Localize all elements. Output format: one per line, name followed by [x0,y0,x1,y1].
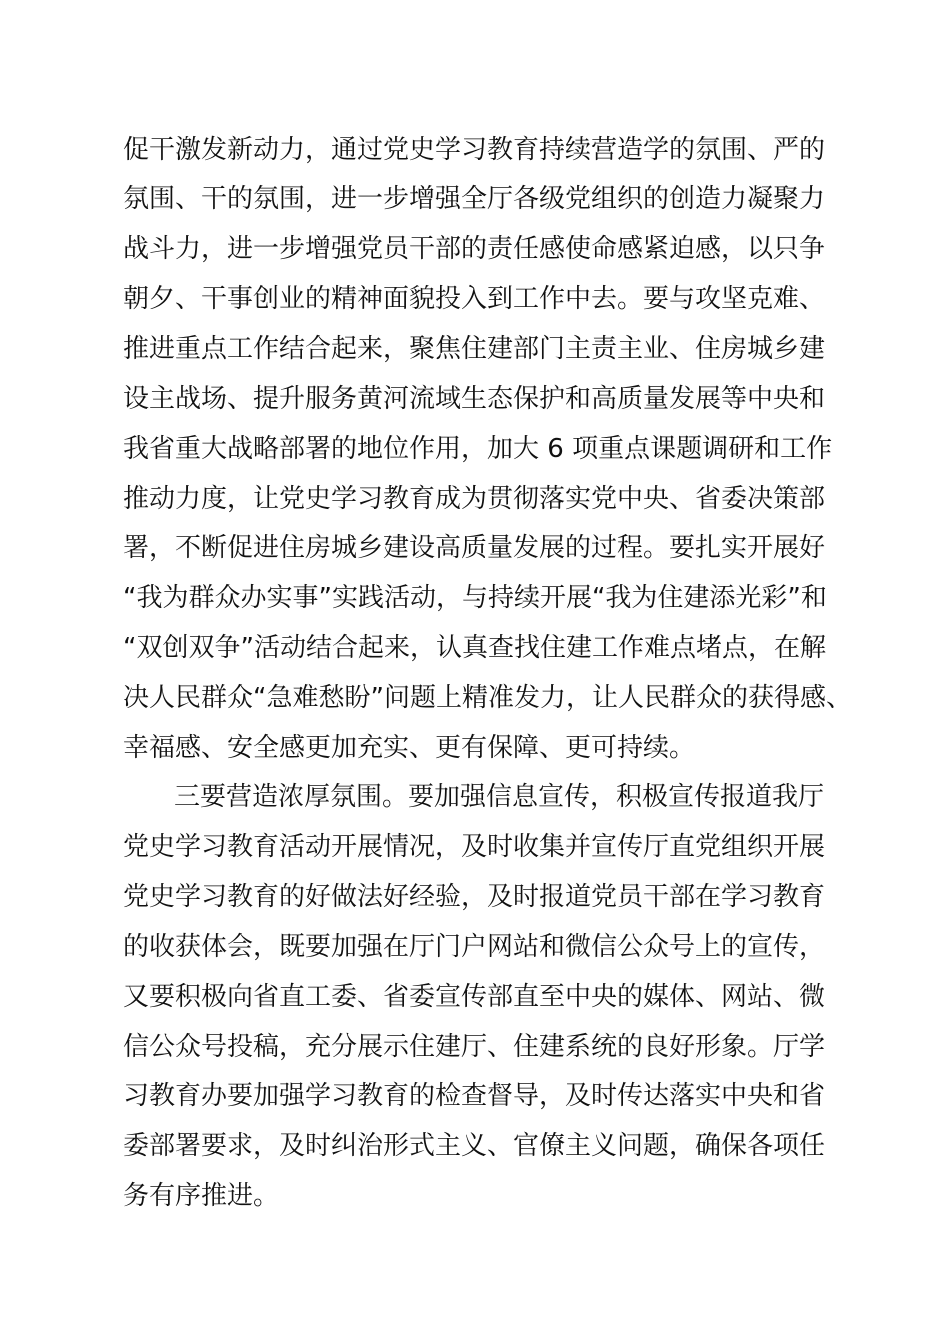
text-line: 设主战场、提升服务黄河流域生态保护和高质量发展等中央和 [123,384,826,414]
text-line: 我省重大战略部署的地位作用，加大 6 项重点课题调研和工作 [123,434,833,464]
text-line: 习教育办要加强学习教育的检查督导，及时传达落实中央和省 [123,1081,826,1111]
paragraph-first-line: 三要营造浓厚氛围。要加强信息宣传，积极宣传报道我厅 [174,782,825,812]
text-line: “双创双争”活动结合起来，认真查找住建工作难点堵点，在解 [123,633,826,663]
text-line: 的收获体会，既要加强在厅门户网站和微信公众号上的宣传， [123,932,826,962]
text-line: 决人民群众“急难愁盼”问题上精准发力，让人民群众的获得感、 [123,683,852,713]
text-line: 推动力度，让党史学习教育成为贯彻落实党中央、省委决策部 [123,484,826,514]
text-line: 信公众号投稿，充分展示住建厅、住建系统的良好形象。厅学 [123,1032,826,1062]
text-line: 促干激发新动力，通过党史学习教育持续营造学的氛围、严的 [123,135,826,165]
text-line: “我为群众办实事”实践活动，与持续开展“我为住建添光彩”和 [123,583,827,613]
text-line: 党史学习教育活动开展情况，及时收集并宣传厅直党组织开展 [123,832,826,862]
text-line: 氛围、干的氛围，进一步增强全厅各级党组织的创造力凝聚力 [123,184,826,214]
text-line: 又要积极向省直工委、省委宣传部直至中央的媒体、网站、微 [123,982,826,1012]
text-line: 推进重点工作结合起来，聚焦住建部门主责主业、住房城乡建 [123,334,826,364]
text-line: 署，不断促进住房城乡建设高质量发展的过程。要扎实开展好 [123,533,826,563]
text-line: 朝夕、干事创业的精神面貌投入到工作中去。要与攻坚克难、 [123,284,826,314]
text-line: 幸福感、安全感更加充实、更有保障、更可持续。 [123,733,696,763]
text-line: 党史学习教育的好做法好经验，及时报道党员干部在学习教育 [123,882,826,912]
text-line: 战斗力，进一步增强党员干部的责任感使命感紧迫感，以只争 [123,234,826,264]
text-line: 务有序推进。 [123,1181,280,1211]
text-line: 委部署要求，及时纠治形式主义、官僚主义问题，确保各项任 [123,1131,826,1161]
